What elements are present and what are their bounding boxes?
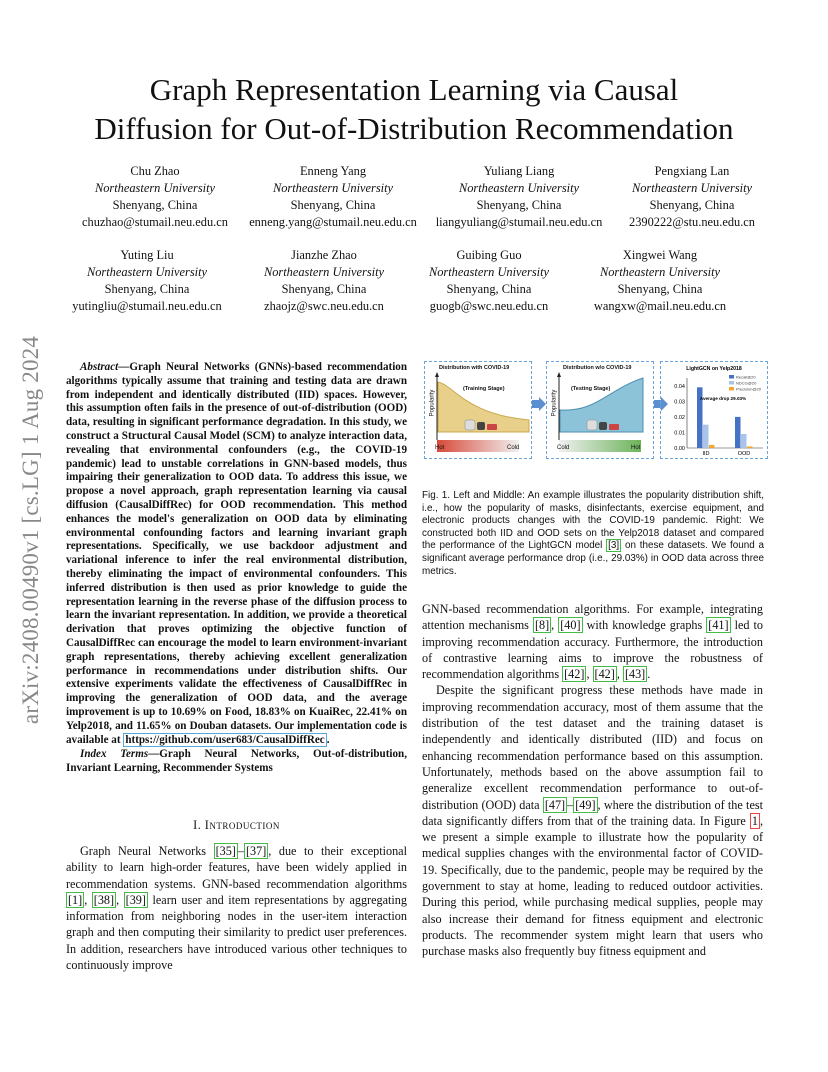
text-run: –	[567, 797, 574, 812]
bar	[741, 434, 747, 448]
left-panel-ylabel: Popularity	[429, 389, 436, 417]
bar	[747, 446, 753, 448]
figure-ref-link[interactable]: 1	[751, 813, 758, 828]
intro-left-column	[66, 843, 407, 973]
abstract-label: Abstract	[80, 361, 119, 373]
chart-annotation: Average drop 29.03%	[699, 396, 747, 401]
text-run: on these datasets. We found a significant average performance drop (i.e., 29.03%) in OOD data across three metrics.	[422, 540, 764, 577]
section-heading	[66, 818, 407, 833]
intro-paragraph	[422, 682, 763, 959]
text-run: ,	[116, 892, 124, 907]
intro-paragraph	[422, 601, 763, 682]
author-affiliation: Northeastern University	[272, 181, 394, 195]
y-tick-label: 0.01	[674, 430, 685, 437]
author-name: Yuliang Liang	[483, 164, 555, 178]
author-affiliation: Northeastern University	[428, 265, 550, 279]
author-block	[436, 163, 603, 231]
code-link[interactable]: https://github.com/user683/CausalDiffRec	[125, 733, 325, 746]
author-affiliation: Northeastern University	[599, 265, 721, 279]
text-run: learn user and item representations by aggregating information from neighboring nodes in the user-item interaction graph and then computing their similarity to predict user preferences. In addition, researchers have introduced various other techniques to continuously improve	[66, 892, 407, 973]
author-block	[594, 247, 726, 315]
author-email: zhaojz@swc.neu.edu.cn	[264, 299, 384, 313]
text-run: –	[237, 844, 244, 858]
citation-link[interactable]: [39]	[125, 892, 146, 907]
middle-panel-stage: (Testing Stage)	[571, 386, 611, 392]
legend-label: NDCG@20	[736, 380, 757, 386]
index-terms-text: —Graph Neural Networks, Out-of-distribution, Invariant Learning, Recommender Systems	[66, 748, 407, 775]
author-location: Shenyang, China	[104, 282, 190, 296]
left-panel-cold: Cold	[507, 445, 520, 451]
text-run: ,	[551, 618, 559, 633]
citation-link[interactable]: [37]	[245, 844, 267, 858]
y-tick-label: 0.02	[674, 414, 685, 421]
author-email: 2390222@stu.neu.edu.cn	[628, 215, 756, 229]
author-affiliation: Northeastern University	[631, 181, 753, 195]
author-location: Shenyang, China	[476, 198, 562, 212]
citation-link[interactable]: [43]	[624, 667, 646, 682]
author-name: Enneng Yang	[299, 164, 367, 178]
middle-panel-graphic	[547, 362, 653, 458]
abstract-end: .	[326, 733, 330, 746]
middle-panel-cold: Cold	[557, 445, 570, 451]
author-location: Shenyang, China	[290, 198, 376, 212]
left-panel-hot: Hot	[435, 445, 445, 451]
author-email: wangxw@mail.neu.edu.cn	[593, 299, 727, 313]
legend-label: Recall@20	[736, 374, 756, 380]
text-run: , where the distribution of the test data significantly differs from that of the training data. In Figure	[422, 797, 763, 828]
arrow-right-icon	[532, 397, 546, 411]
author-affiliation: Northeastern University	[263, 265, 385, 279]
text-run: ,	[586, 667, 593, 682]
author-name: Yuting Liu	[120, 248, 174, 262]
author-location: Shenyang, China	[281, 282, 367, 296]
text-run: with knowledge graphs	[582, 618, 707, 633]
text-run: Graph Neural Networks	[80, 844, 214, 858]
y-tick-label: 0.00	[674, 446, 685, 452]
abstract	[66, 361, 407, 776]
chart-title: LightGCN on Yelp2018	[686, 366, 742, 372]
text-run: ,	[616, 667, 623, 682]
author-affiliation: Northeastern University	[94, 181, 216, 195]
right-panel	[660, 361, 768, 459]
abstract-text: —Graph Neural Networks (GNNs)-based recommendation algorithms typically assume that training and testing data are drawn from independent and identically distributed (IID) spaces. However, this assumption often fails in the presence of out-of-distribution (OOD) data, resulting in significant performance degradation. In this study, we construct a Structural Causal Model (SCM) to analyze interaction data, revealing that environmental confounders (e.g., the COVID-19 pandemic) lead to unstable correlations in GNN-based models, thus impairing their generalization to OOD data. To address this issue, we propose a novel approach, graph representation learning via causal diffusion (CausalDiffRec) for OOD recommendation. This method enhances the model's generalization on OOD data by eliminating environmental confounding factors and learning invariant graph representations. Specifically, we use backdoor adjustment and variational inference to infer the real environmental distribution, thereby eliminating the impact of environmental confounders. This inferred distribution is then used as prior knowledge to guide the representation learning in the reverse phase of the diffusion process to learn the invariant representation. In addition, we provide a theoretical derivation that proves optimizing the objective function of CausalDiffRec can encourage the model to learn environment-invariant graph representations, thereby achieving excellent generalization performance in recommendations under distribution shifts. Our extensive experiments validate the effectiveness of CausalDiffRec in improving the generalization of OOD data, and the average improvement is up to 10.69% on Food, 18.83% on KuaiRec, 22.41% on Yelp2018, and 11.65% on Douban datasets. Our implementation code is available at	[66, 361, 407, 746]
left-panel-title: Distribution with COVID-19	[439, 365, 510, 371]
section-number: I.	[193, 818, 202, 832]
citation-link[interactable]: [47]	[544, 797, 566, 812]
text-run: , we present a simple example to illustrate how the popularity of medical supplies changes with the environmental factor of COVID-19. Specifically, due to the pandemic, people may be required by the government to stay at home, leading to reduced outdoor activities. During this period, while purchasing medical supplies, people may also increase their demand for fitness equipment and electronic products. The recommender system might learn that users who purchase masks also frequently buy fitness equipment and	[422, 813, 763, 959]
left-panel	[424, 361, 532, 459]
author-location: Shenyang, China	[649, 198, 735, 212]
author-affiliation: Northeastern University	[458, 181, 580, 195]
middle-panel-title: Distribution w/o COVID-19	[563, 365, 632, 371]
author-block	[264, 247, 384, 315]
citation-link[interactable]: [41]	[708, 618, 729, 633]
x-tick-label: OOD	[737, 451, 751, 457]
bar	[703, 425, 709, 448]
paper-title	[40, 70, 788, 148]
title-line-1: Graph Representation Learning via Causal	[149, 72, 679, 107]
text-run: Fig. 1. Left and Middle: An example illustrates the popularity distribution shift, i.e., how the popularity of masks, disinfectants, exercise equipment, and electronic products changes with the COVID-19 pandemic. Right: We constructed both IID and OOD sets on the Yelp2018 dataset and compared the performance of the LightGCN model	[422, 490, 764, 552]
author-block	[82, 163, 228, 231]
author-email: guogb@swc.neu.edu.cn	[429, 299, 549, 313]
bar-chart	[661, 362, 767, 458]
author-email: liangyuliang@stumail.neu.edu.cn	[435, 215, 603, 229]
legend-swatch	[729, 381, 734, 385]
author-location: Shenyang, China	[446, 282, 532, 296]
text-run: led to improving recommendation accuracy. Furthermore, the introduction of contrastive learning aims to improve the robustness of recommendation algorithms	[422, 618, 763, 682]
author-affiliation: Northeastern University	[86, 265, 208, 279]
author-block	[629, 163, 755, 231]
bar	[709, 445, 715, 448]
citation-link[interactable]: [40]	[560, 618, 581, 633]
index-terms-label: Index Terms	[80, 748, 149, 761]
author-name: Chu Zhao	[130, 164, 180, 178]
middle-panel-hot: Hot	[631, 445, 641, 451]
citation-link[interactable]: [42]	[594, 667, 615, 682]
text-run: , due to their exceptional ability to learn high-order features, have been widely applied in recommendation systems. GNN-based recommendation algorithms	[66, 844, 407, 891]
x-tick-label: IID	[702, 451, 710, 457]
author-block	[72, 247, 221, 315]
middle-panel-ylabel: Popularity	[551, 389, 558, 417]
left-panel-stage: (Training Stage)	[463, 386, 505, 392]
citation-link[interactable]: [1]	[68, 892, 83, 907]
citation-link[interactable]: [42]	[564, 667, 585, 682]
author-block	[429, 247, 549, 315]
citation-link[interactable]: [8]	[534, 618, 550, 633]
author-name: Guibing Guo	[456, 248, 522, 262]
figure-caption	[422, 490, 764, 578]
author-block	[249, 163, 417, 231]
y-tick-label: 0.04	[674, 383, 685, 390]
arxiv-stamp	[14, 290, 48, 770]
bar	[735, 417, 741, 448]
left-panel-graphic	[425, 362, 531, 458]
section-title: Introduction	[204, 818, 280, 832]
citation-link[interactable]: [35]	[215, 844, 236, 858]
author-name: Jianzhe Zhao	[291, 248, 357, 262]
citation-link[interactable]: [3]	[608, 540, 620, 552]
title-line-2: Diffusion for Out-of-Distribution Recommendation	[94, 111, 734, 146]
text-run: .	[647, 667, 651, 682]
author-name: Xingwei Wang	[622, 248, 698, 262]
author-name: Pengxiang Lan	[654, 164, 730, 178]
y-tick-label: 0.03	[674, 399, 685, 406]
figure-1	[422, 357, 768, 459]
author-location: Shenyang, China	[112, 198, 198, 212]
arxiv-id: arXiv:2408.00490v1 [cs.LG] 1 Aug 2024	[18, 335, 43, 725]
text-run: GNN-based recommendation algorithms. For example, integrating attention mechanisms	[422, 602, 763, 633]
middle-panel	[546, 361, 654, 459]
legend-swatch	[729, 387, 734, 391]
citation-link[interactable]: [38]	[93, 892, 115, 907]
intro-right-column	[422, 601, 763, 960]
citation-link[interactable]: [49]	[575, 797, 596, 812]
legend-label: Precision@20	[736, 386, 761, 392]
legend-swatch	[729, 375, 734, 379]
intro-paragraph	[66, 843, 407, 973]
author-email: enneng.yang@stumail.neu.edu.cn	[249, 215, 417, 229]
author-email: yutingliu@stumail.neu.edu.cn	[72, 299, 222, 313]
text-run: Despite the significant progress these methods have made in improving recommendation accuracy, most of them assume that the distribution of the test dataset and the training dataset is independently and identically distributed (IID) and focus on enhancing recommendation performance based on this assumption. Unfortunately, methods based on the above assumption fail to generalize excellent recommendation performance to out-of-distribution (OOD) data	[422, 683, 763, 812]
author-location: Shenyang, China	[617, 282, 703, 296]
author-email: chuzhao@stumail.neu.edu.cn	[82, 215, 228, 229]
text-run: ,	[84, 892, 92, 907]
